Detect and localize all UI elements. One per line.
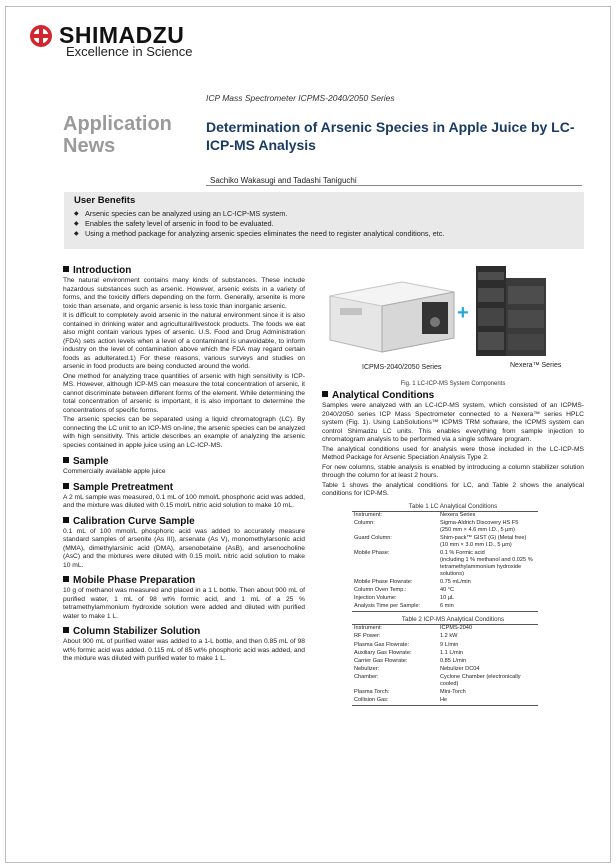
paragraph: Samples were analyzed with an LC-ICP-MS system, which consisted of an ICPMS-2040/2050 series ICP Mass Spectrometer connected to a Nexera™ series HPLC system (Fig. 1). Using LabSolutions™ ICPMS TRM software, the ICPMS system can control Shimadzu LC units. This enables everything from sample injection to chromatogram analysis to be performed via a single software program. — [322, 402, 584, 443]
table-row — [352, 657, 538, 665]
figure-caption: Fig. 1 LC-ICP-MS System Components — [400, 381, 506, 387]
paragraph: It is difficult to completely avoid arsenic in the natural environment since it is also contained in drinking water and agricultural/livestock products. The foods we eat also might contain various types of arsenic. U.S. Food and Drug Administration (FDA) sets action levels when a level of a contaminant is unavoidable, to inform industry on the level of contamination above which the FDA may regard certain foods as adulterated.1) For these reasons, various surveys and studies on arsenic in food products are being conducted around the world. — [63, 312, 305, 370]
paragraph: For new columns, stable analysis is enabled by introducing a column stabilizer solution through the column for at least 2 hours. — [322, 463, 584, 479]
table-row — [352, 587, 538, 595]
table-cell-value: 1.2 kW — [440, 633, 458, 640]
table-cell-label: Plasma Gas Flowrate: — [354, 641, 410, 648]
app-news-line-1: Application — [63, 113, 172, 135]
table-cell-value: Nexera Series — [438, 511, 538, 520]
section-heading: Sample — [63, 456, 305, 467]
benefit-item: ◆ Arsenic species can be analyzed using an LC-ICP-MS system. — [74, 209, 574, 219]
table-cell-label: Auxiliary Gas Flowrate: — [354, 649, 412, 656]
table-row — [352, 649, 538, 657]
table-cell-value: Nebulizer DC04 — [440, 665, 480, 672]
table-row — [352, 578, 538, 586]
table-row — [352, 665, 538, 673]
title-divider — [206, 185, 582, 186]
paragraph: 10 g of methanol was measured and placed in a 1 L bottle. Then about 900 mL of purified water, 1 mL of 98 wt% formic acid, and 1 mL of a 25 % tetramethylammonium hydroxide solution were added and diluted with purified water to make 1 L. — [63, 587, 305, 620]
section-heading: Mobile Phase Preparation — [63, 575, 305, 586]
table-cell-label: Carrier Gas Flowrate: — [354, 657, 408, 664]
application-news-label — [63, 113, 172, 157]
nexera-series-label: Nexera™ Series — [510, 362, 562, 369]
right-column — [322, 262, 584, 706]
paragraph: The analytical conditions used for analysis were those included in the LC-ICP-MS Method Package for Arsenic Speciation Analysis Type 2. — [322, 445, 584, 461]
benefits-list — [74, 209, 574, 239]
table-cell-value: Mini-Torch — [440, 688, 466, 695]
app-news-line-2: News — [63, 135, 116, 157]
table-cell-label: RF Power: — [354, 633, 381, 640]
table-cell-value: 9 L/min — [440, 641, 459, 648]
user-benefits-box — [64, 192, 584, 249]
table-cell-value: Shim-pack™ GIST (G) (Metal free) (10 mm × 3.0 mm I.D., 5 µm) — [440, 535, 527, 549]
table-cell-value: Cyclone Chamber (electronically cooled) — [440, 673, 521, 687]
plus-icon: + — [457, 302, 469, 324]
table-cell-value: Sigma-Aldrich Discovery HS F5 (250 mm × 4.6 mm I.D., 5 µm) — [440, 520, 519, 534]
table-cell-value: ICPMS-2040 — [438, 624, 538, 633]
lc-conditions-table — [352, 511, 538, 612]
table-2-caption: Table 2 ICP-MS Analytical Conditions — [401, 615, 505, 623]
benefit-item: ◆ Using a method package for analyzing arsenic species eliminates the need to register analytical conditions, etc. — [74, 229, 574, 239]
nexera-hplc-image — [472, 264, 552, 360]
table-cell-value: 0.75 mL/min — [440, 579, 471, 585]
benefits-heading: User Benefits — [74, 195, 136, 206]
section-heading: Sample Pretreatment — [63, 482, 305, 493]
table-1-caption: Table 1 LC Analytical Conditions — [408, 502, 498, 510]
icpms-instrument-image — [326, 274, 458, 354]
paragraph: 0.1 mL of 100 mmol/L phosphoric acid was added to accurately measure standard samples of arsenite (As III), arsenate (As V), monomethylarsonic acid (MMA), dimethylarsinic acid (DMA), arsenobetaine (AsB), and arsenocholine (AsC) and the mixtures were diluted with 0.15 mol/L nitric acid solution to make 10 mL. — [63, 527, 305, 569]
table-row — [352, 535, 538, 550]
paragraph: Commercially available apple juice — [63, 468, 166, 475]
icpms-series-label: ICPMS-2040/2050 Series — [362, 364, 442, 371]
table-cell-label: Chamber: — [354, 673, 379, 680]
table-cell-value: He — [438, 696, 538, 705]
table-row — [352, 624, 538, 633]
paragraph: Table 1 shows the analytical conditions for LC, and Table 2 shows the analytical conditions for ICP-MS. — [322, 481, 584, 497]
table-cell-label: Collision Gas: — [352, 696, 438, 705]
table-cell-value: 10 µL — [440, 595, 455, 602]
table-row — [352, 633, 538, 641]
left-column — [63, 262, 305, 665]
paragraph: A 2 mL sample was measured, 0.1 mL of 100 mmol/L phosphoric acid was added, and the mixture was diluted with 0.15 mol/L nitric acid solution to make 10 mL. — [63, 493, 305, 509]
brand-name: SHIMADZU — [59, 22, 185, 48]
table-cell-value: 6 min — [438, 603, 538, 612]
table-row — [352, 595, 538, 603]
table-cell-label: Instrument: — [352, 511, 438, 520]
table-cell-value: 1.1 L/min — [440, 649, 464, 656]
paragraph: The arsenic species can be separated using a liquid chromatograph (LC). By connecting the LC unit to an ICP-MS on-line, the arsenic species can be analyzed with high sensitivity. This article describes an example of analyzing the arsenic species contained in apple juice using an LC-ICP-MS. — [63, 416, 306, 449]
table-cell-label: Injection Volume: — [354, 595, 397, 602]
table-row — [352, 520, 538, 535]
table-row — [352, 603, 538, 612]
table-row — [352, 511, 538, 520]
table-row — [352, 688, 538, 696]
table-row — [352, 673, 538, 688]
table-row — [352, 641, 538, 649]
section-heading: Calibration Curve Sample — [63, 516, 305, 527]
benefit-item: ◆ Enables the safety level of arsenic in food to be evaluated. — [74, 219, 574, 229]
section-heading: Analytical Conditions — [322, 390, 584, 401]
tagline: Excellence in Science — [66, 44, 193, 59]
article-title: Determination of Arsenic Species in Apple Juice by LC-ICP-MS Analysis — [206, 119, 575, 153]
section-heading: Introduction — [63, 265, 305, 276]
product-series: ICP Mass Spectrometer ICPMS-2040/2050 Series — [206, 93, 395, 103]
table-cell-label: Column Oven Temp.: — [354, 587, 407, 594]
figure-1 — [322, 262, 584, 380]
table-row — [352, 696, 538, 705]
authors: Sachiko Wakasugi and Tadashi Taniguchi — [210, 176, 357, 185]
icpms-conditions-table — [352, 624, 538, 706]
table-cell-value: 40 °C — [440, 587, 455, 594]
table-row — [352, 550, 538, 579]
section-heading: Column Stabilizer Solution — [63, 626, 305, 637]
paragraph: One method for analyzing trace quantities of arsenic with high sensitivity is ICP-MS. However, although ICP-MS can measure the total concentration of arsenic, it cannot discriminate between different forms of the element. While determining the total concentration of arsenic is important, it is also important to determine the concentrations of specific forms. — [63, 372, 305, 414]
table-cell-label: Guard Column: — [354, 535, 392, 542]
table-cell-value: 0.1 % Formic acid (including 1 % methanol and 0.025 % tetramethylammonium hydroxide solutions) — [440, 550, 533, 577]
shimadzu-mark-icon — [29, 24, 53, 48]
table-cell-label: Analysis Time per Sample: — [352, 603, 438, 612]
table-cell-label: Mobile Phase Flowrate: — [354, 579, 413, 585]
table-cell-label: Column: — [354, 520, 375, 527]
table-cell-value: 0.85 L/min — [440, 657, 467, 664]
table-cell-label: Mobile Phase: — [354, 550, 390, 557]
paragraph: About 900 mL of purified water was added to a 1-L bottle, and then 0.85 mL of 98 wt% formic acid was added. 0.115 mL of 85 wt% phosphoric acid was added, and the mixture was diluted with purified water to make 1 L. — [63, 638, 305, 662]
table-cell-label: Plasma Torch: — [354, 688, 390, 695]
paragraph: The natural environment contains many kinds of substances. These include hazardous substances such as arsenic. However, arsenic exists in a variety of forms, and the toxicity differs depending on the form. Generally, arsenite is more toxic than arsenate, and organic arsenic is less toxic than inorganic arsenic. — [63, 277, 305, 310]
table-cell-label: Nebulizer: — [354, 665, 380, 672]
table-cell-label: Instrument: — [352, 624, 438, 633]
